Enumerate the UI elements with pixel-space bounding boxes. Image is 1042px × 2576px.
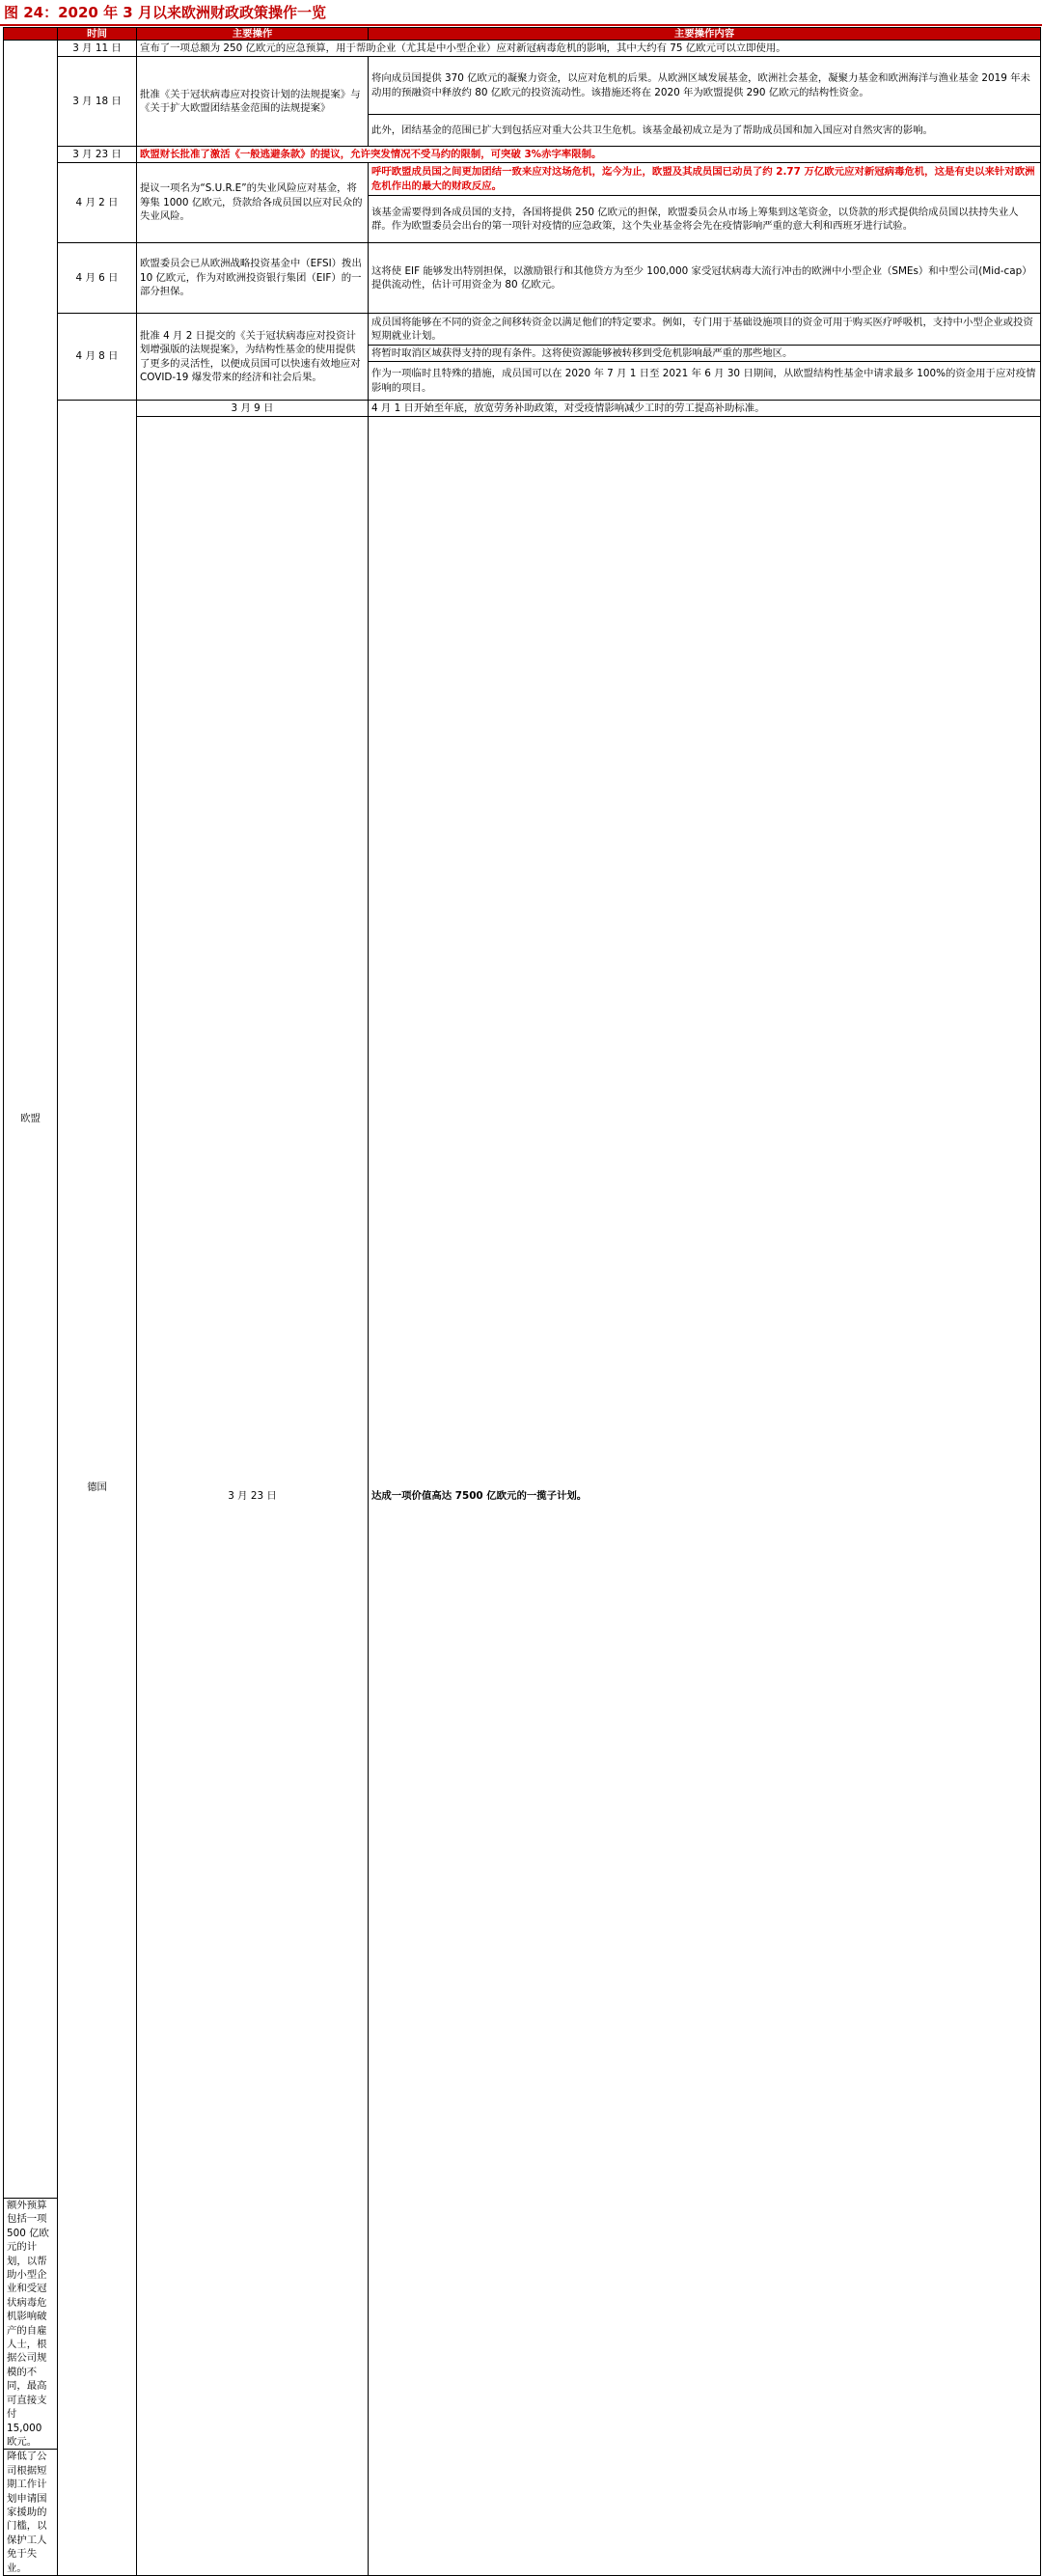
operation-cell: 批准 4 月 2 日提交的《关于冠状病毒应对投资计划增强版的法规提案》，为结构性基金的使用提供了更多的灵活性，以便成员国可以快速有效地应对 COVID-19 爆发带来的经济和社会后果。 (137, 314, 369, 401)
content-cell: 4 月 1 日开始至年底，放宽劳务补助政策，对受疫情影响减少工时的劳工提高补助标准。 (369, 401, 1041, 417)
content-cell: 该基金需要得到各成员国的支持，各国将提供 250 亿欧元的担保，欧盟委员会从市场上筹集到这笔资金，以贷款的形式提供给成员国以扶持失业人群。作为欧盟委员会出台的第一项针对疫情的应急政策，这个失业基金将会先在疫情影响严重的意大利和西班牙进行试验。 (369, 196, 1041, 243)
date-cell: 4 月 6 日 (58, 243, 137, 314)
date-cell: 3 月 9 日 (137, 401, 369, 417)
content-cell: 此外，团结基金的范围已扩大到包括应对重大公共卫生危机。该基金最初成立是为了帮助成员国和加入国应对自然灾害的影响。 (369, 115, 1041, 147)
content-cell-highlight: 呼吁欧盟成员国之间更加团结一致来应对这场危机，迄今为止，欧盟及其成员国已动员了约 2.77 万亿欧元应对新冠病毒危机，这是有史以来针对欧洲危机作出的最大的财政反应。 (369, 163, 1041, 196)
region-eu: 欧盟 (4, 41, 58, 2199)
date-cell: 4 月 2 日 (58, 163, 137, 243)
date-cell: 3 月 23 日 (137, 417, 369, 2576)
table-row (4, 417, 1041, 1558)
operation-cell: 欧盟委员会已从欧洲战略投资基金中（EFSI）拨出 10 亿欧元，作为对欧洲投资银行集团（EIF）的一部分担保。 (137, 243, 369, 314)
content-cell: 将暂时取消区域获得支持的现有条件。这将使资源能够被转移到受危机影响最严重的那些地区。 (369, 346, 1041, 362)
title-rule (0, 24, 1042, 26)
figure-title: 图 24：2020 年 3 月以来欧洲财政政策操作一览 (4, 4, 326, 21)
operation-cell: 批准《关于冠状病毒应对投资计划的法规提案》与《关于扩大欧盟团结基金范围的法规提案》 (137, 57, 369, 147)
table-row (4, 57, 1041, 115)
table-row (4, 163, 1041, 196)
table-row (4, 147, 1041, 163)
content-cell: 额外预算包括一项 500 亿欧元的计划，以帮助小型企业和受冠状病毒危机影响破产的自雇人士，根据公司规模的不同，最高可直接支付 15,000 欧元。 (4, 2199, 58, 2450)
table-row (4, 314, 1041, 346)
table-row (4, 401, 1041, 417)
header-region (4, 28, 58, 41)
content-cell: 将向成员国提供 370 亿欧元的凝聚力资金，以应对危机的后果。从欧洲区域发展基金，欧洲社会基金，凝聚力基金和欧洲海洋与渔业基金 2019 年未动用的预融资中释放约 80 亿欧元的投资流动性。该措施还将在 2020 年为欧盟提供 290 亿欧元的结构性资金。 (369, 57, 1041, 115)
operation-cell: 提议一项名为“S.U.R.E”的失业风险应对基金，将筹集 1000 亿欧元，贷款给各成员国以应对民众的失业风险。 (137, 163, 369, 243)
table-row (4, 41, 1041, 57)
region-germany: 德国 (58, 401, 137, 2576)
date-cell: 4 月 8 日 (58, 314, 137, 401)
date-cell: 3 月 11 日 (58, 41, 137, 57)
date-cell: 3 月 23 日 (58, 147, 137, 163)
content-cell: 作为一项临时且特殊的措施，成员国可以在 2020 年 7 月 1 日至 2021 年 6 月 30 日期间，从欧盟结构性基金中请求最多 100%的资金用于应对疫情影响的项目。 (369, 362, 1041, 401)
header-row (4, 28, 1041, 41)
content-cell: 降低了公司根据短期工作计划申请国家援助的门槛，以保护工人免于失业。 (4, 2450, 58, 2576)
content-cell: 宣布了一项总额为 250 亿欧元的应急预算，用于帮助企业（尤其是中小型企业）应对新冠病毒危机的影响，其中大约有 75 亿欧元可以立即使用。 (137, 41, 1041, 57)
header-content: 主要操作内容 (369, 28, 1041, 41)
content-cell: 这将使 EIF 能够发出特别担保，以激励银行和其他贷方为至少 100,000 家受冠状病毒大流行冲击的欧洲中小型企业（SMEs）和中型公司(Mid-cap）提供流动性，估计可用资金为 80 亿欧元。 (369, 243, 1041, 314)
table-row (4, 243, 1041, 314)
header-time: 时间 (58, 28, 137, 41)
header-operation: 主要操作 (137, 28, 369, 41)
operation-cell: 达成一项价值高达 7500 亿欧元的一揽子计划。 (369, 417, 1041, 2576)
policy-table (3, 27, 1041, 2576)
date-cell: 3 月 18 日 (58, 57, 137, 147)
content-cell: 成员国将能够在不同的资金之间移转资金以满足他们的特定要求。例如，专门用于基础设施项目的资金可用于购买医疗呼吸机，支持中小型企业或投资短期就业计划。 (369, 314, 1041, 346)
content-cell-highlight: 欧盟财长批准了激活《一般逃避条款》的提议，允许突发情况不受马约的限制，可突破 3%赤字率限制。 (137, 147, 1041, 163)
